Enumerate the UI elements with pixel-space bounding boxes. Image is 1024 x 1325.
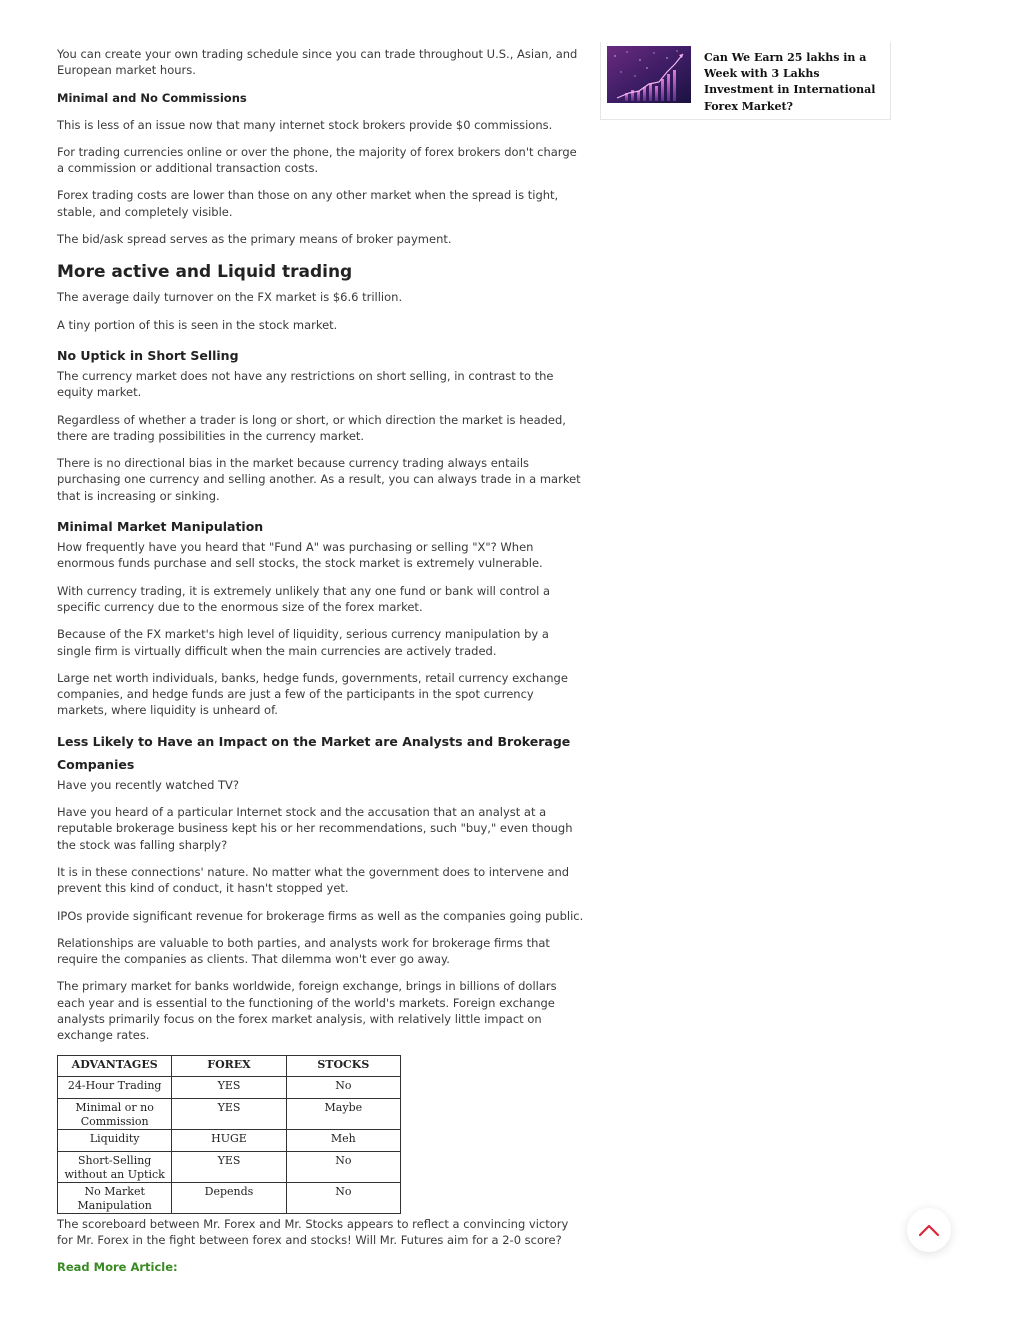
table-cell: Minimal or no Commission [58,1098,172,1129]
table-row [58,1129,401,1151]
scroll-to-top-button[interactable] [907,1208,951,1252]
table-cell: YES [172,1076,286,1098]
section-heading-commissions: Minimal and No Commissions [57,90,247,105]
paragraph: The bid/ask spread serves as the primary means of broker payment. [57,232,452,247]
table-header-cell: STOCKS [286,1055,400,1076]
paragraph: The currency market does not have any restrictions on short selling, in contrast to the equity market. [57,368,554,400]
section-heading-manipulation: Minimal Market Manipulation [57,519,264,535]
paragraph: IPOs provide significant revenue for brokerage firms as well as the companies going public. [57,908,584,923]
chevron-up-icon [918,1223,940,1237]
section-heading-liquid-trading: More active and Liquid trading [57,262,353,283]
paragraph: This is less of an issue now that many internet stock brokers provide $0 commissions. [57,117,553,132]
table-header-cell: ADVANTAGES [58,1055,172,1076]
table-row [58,1182,401,1213]
table-cell: 24-Hour Trading [58,1076,172,1098]
table-row [58,1151,401,1182]
comparison-table [57,1055,401,1214]
paragraph: It is in these connections' nature. No matter what the government does to intervene and prevent this kind of conduct, it hasn't stopped yet. [57,864,570,896]
table-cell: YES [172,1151,286,1182]
paragraph: The average daily turnover on the FX market is $6.6 trillion. [57,290,403,305]
paragraph: Regardless of whether a trader is long or short, or which direction the market is headed, there are trading possibilities in the currency market. [57,412,566,443]
paragraph: The scoreboard between Mr. Forex and Mr. Stocks appears to reflect a convincing victory for Mr. Forex in the fight between forex and stocks! Will Mr. Futures aim for a 2-0 score? [57,1216,569,1247]
table-cell: No [286,1182,400,1213]
rising-chart-image [607,46,691,103]
paragraph: Forex trading costs are lower than those on any other market when the spread is tight, stable, and completely visible. [57,188,559,219]
article-body [57,46,585,1286]
table-cell: HUGE [172,1129,286,1151]
paragraph: How frequently have you heard that "Fund A" was purchasing or selling "X"? When enormous funds purchase and sell stocks, the stock market is extremely vulnerable. [57,540,543,571]
paragraph: The primary market for banks worldwide, foreign exchange, brings in billions of dollars each year and is essential to the functioning of the world's markets. Foreign exchange analysts primarily focus on the forex market analysis, with relatively little impact on exchange rates. [57,979,557,1043]
table-cell: Meh [286,1129,400,1151]
table-cell: Short-Selling without an Uptick [58,1151,172,1182]
related-article-card[interactable] [600,42,891,120]
section-heading-uptick: No Uptick in Short Selling [57,347,239,363]
paragraph: You can create your own trading schedule since you can trade throughout U.S., Asian, and European market hours. [57,47,578,78]
related-article-thumbnail[interactable] [607,46,691,103]
table-cell: No [286,1151,400,1182]
paragraph: With currency trading, it is extremely unlikely that any one fund or bank will control a specific currency due to the enormous size of the forex market. [57,583,551,614]
related-article-title[interactable]: Can We Earn 25 lakhs in a Week with 3 Lakhs Investment in International Forex Market? [704,51,876,113]
paragraph: For trading currencies online or over the phone, the majority of forex brokers don't charge a commission or additional transaction costs. [57,144,577,176]
table-cell: No [286,1076,400,1098]
section-heading-analysts: Less Likely to Have an Impact on the Market are Analysts and Brokerage Companies [57,733,571,772]
table-row [58,1076,401,1098]
paragraph: A tiny portion of this is seen in the stock market. [57,317,338,332]
table-cell: Depends [172,1182,286,1213]
paragraph: Relationships are valuable to both parties, and analysts work for brokerage firms that require the companies as clients. That dilemma won't ever go away. [57,935,550,967]
table-cell: No Market Manipulation [58,1182,172,1213]
table-cell: YES [172,1098,286,1129]
table-cell: Maybe [286,1098,400,1129]
table-cell: Liquidity [58,1129,172,1151]
table-header-cell: FOREX [172,1055,286,1076]
read-more-heading: Read More Article: [57,1260,178,1275]
paragraph: Because of the FX market's high level of liquidity, serious currency manipulation by a single firm is virtually difficult when the main currencies are actively traded. [57,627,549,658]
table-row [58,1098,401,1129]
paragraph: Have you heard of a particular Internet stock and the accusation that an analyst at a reputable brokerage business kept his or her recommendations, such "buy," even though the stock was falling sharply? [57,805,573,852]
paragraph: Large net worth individuals, banks, hedge funds, governments, retail currency exchange companies, and hedge funds are just a few of the participants in the spot currency markets, where liquidity is unheard of. [57,670,568,718]
paragraph: Have you recently watched TV? [57,777,240,792]
table-header-row [58,1055,401,1076]
paragraph: There is no directional bias in the market because currency trading always entails purchasing one currency and selling another. As a result, you can always trade in a market that is increasing or sinking. [57,456,581,503]
